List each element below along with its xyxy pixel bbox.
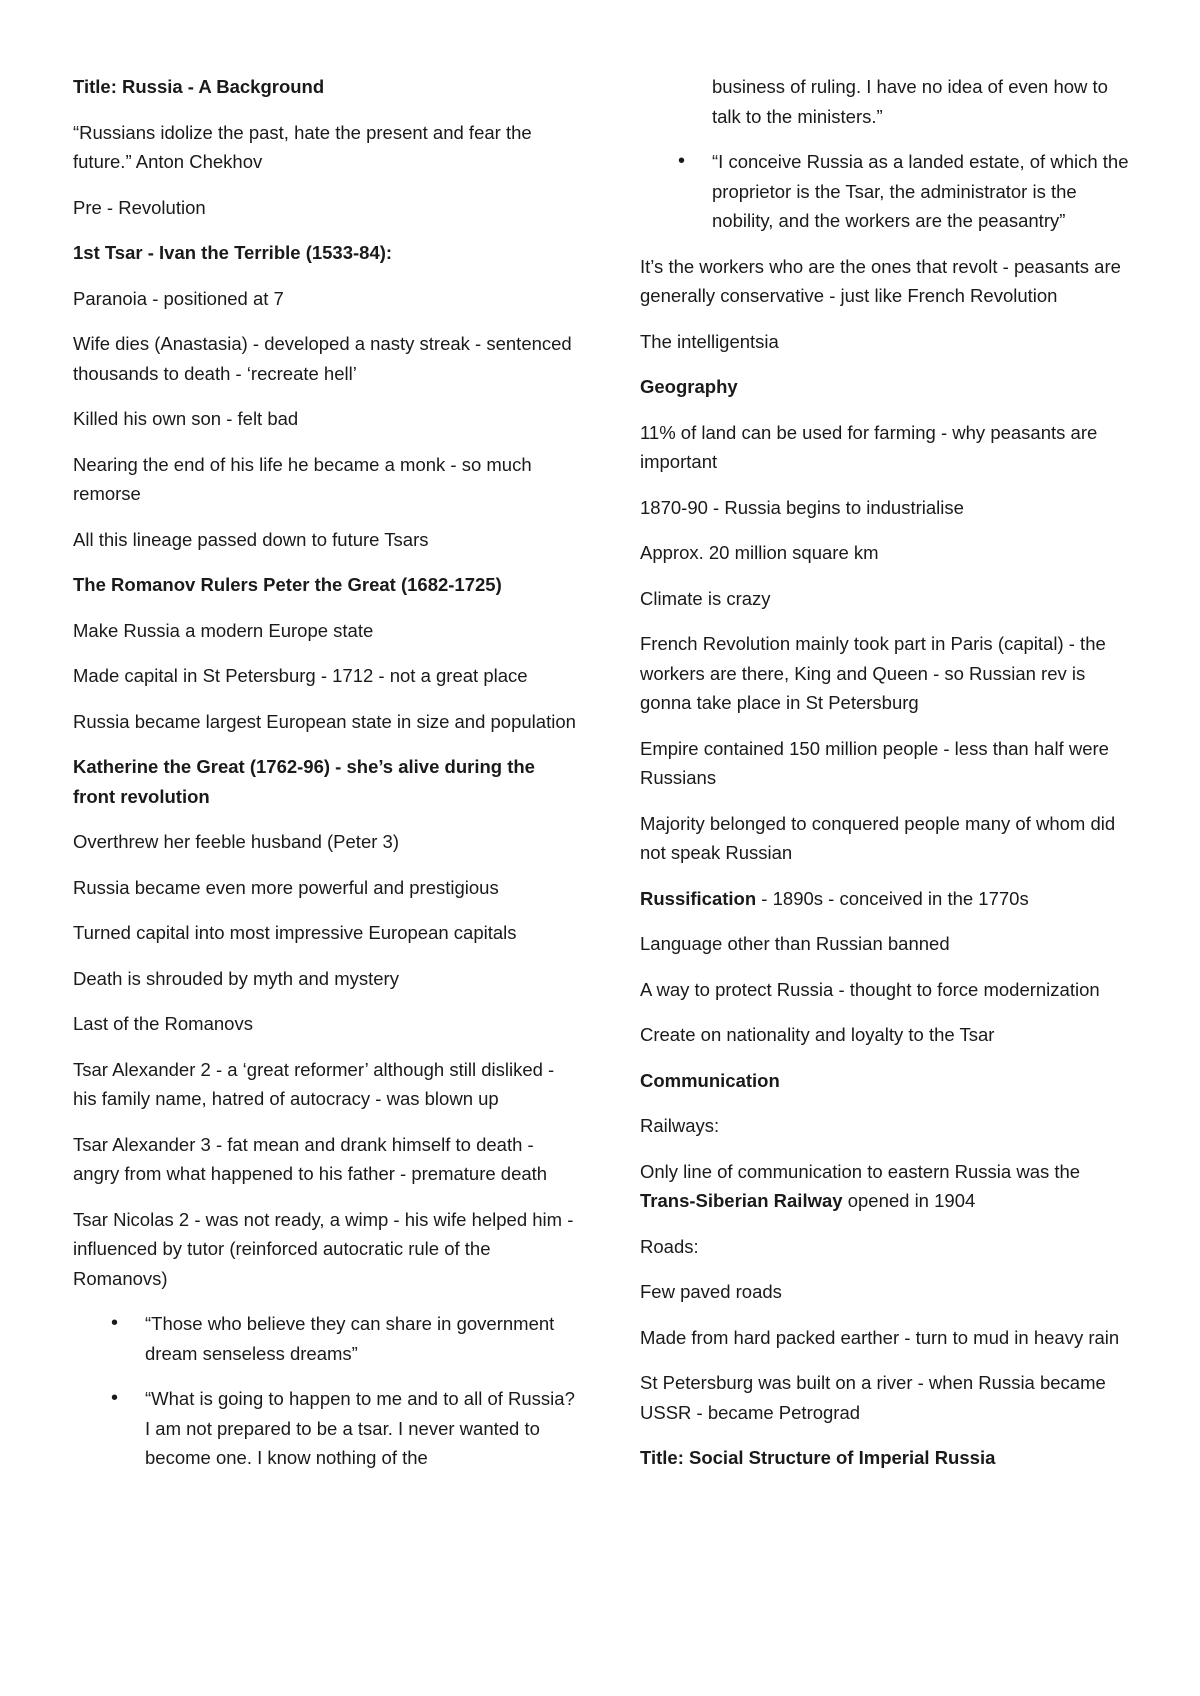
chekhov-quote: “Russians idolize the past, hate the present and fear the future.” Anton Chekhov	[73, 121, 532, 172]
overthrew-note: Overthrew her feeble husband (Peter 3)	[73, 831, 399, 852]
quote-continuation: business of ruling. I have no idea of even how to talk to the ministers.”	[712, 76, 1108, 127]
left-column	[73, 72, 578, 1489]
last-romanovs-label: Last of the Romanovs	[73, 1013, 253, 1034]
nicolas-quotes-list	[73, 1309, 578, 1473]
geography-heading: Geography	[640, 376, 738, 397]
right-column	[640, 72, 1140, 1489]
estate-quote-list	[640, 147, 1140, 236]
majority-note: Majority belonged to conquered people many of whom did not speak Russian	[640, 812, 1116, 863]
hard-packed-note: Made from hard packed earther - turn to mud in heavy rain	[640, 1326, 1120, 1348]
opened-text: opened in 1904	[842, 1190, 976, 1211]
alexander2-note: Tsar Alexander 2 - a ‘great reformer’ although still disliked - his family name, hatred of autocracy - was blown up	[73, 1058, 555, 1109]
workers-revolt-note: It’s the workers who are the ones that revolt - peasants are generally conservative - just like French Revolution	[640, 255, 1121, 306]
land-note: 11% of land can be used for farming - why peasants are important	[640, 421, 1098, 472]
alexander3-note: Tsar Alexander 3 - fat mean and drank himself to death - angry from what happened to his father - premature death	[73, 1133, 548, 1184]
only-line-text: Only line of communication to eastern Russia was the	[640, 1160, 1081, 1182]
russification-detail: - 1890s - conceived in the 1770s	[756, 887, 1029, 909]
lineage-note: All this lineage passed down to future Tsars	[73, 528, 429, 550]
railways-label: Railways:	[640, 1115, 720, 1136]
communication-heading: Communication	[640, 1069, 780, 1091]
industrialise-note: 1870-90 - Russia begins to industrialise	[640, 496, 964, 518]
powerful-note: Russia became even more powerful and prestigious	[73, 876, 499, 898]
pre-revolution-label: Pre - Revolution	[73, 196, 206, 218]
russification-term: Russification	[640, 887, 757, 909]
st-petersburg-note: St Petersburg was built on a river - when Russia became USSR - became Petrograd	[640, 1372, 1106, 1423]
largest-state-note: Russia became largest European state in size and population	[73, 710, 576, 732]
killed-son-note: Killed his own son - felt bad	[73, 408, 299, 429]
turned-capital-note: Turned capital into most impressive European capitals	[73, 922, 517, 943]
french-rev-note: French Revolution mainly took part in Paris (capital) - the workers are there, King and Queen - so Russian rev is gonna take place in St Petersburg	[640, 633, 1106, 713]
modern-state-note: Make Russia a modern Europe state	[73, 619, 374, 641]
empire-note: Empire contained 150 million people - less than half were Russians	[640, 737, 1109, 788]
list-item: • “Those who believe they can share in government dream senseless dreams”	[73, 1309, 578, 1368]
russification-note	[640, 884, 1140, 914]
paranoia-note: Paranoia - positioned at 7	[73, 287, 284, 309]
roads-label: Roads:	[640, 1235, 699, 1257]
social-structure-title: Title: Social Structure of Imperial Russia	[640, 1447, 996, 1468]
capital-note: Made capital in St Petersburg - 1712 - not a great place	[73, 665, 528, 686]
death-myth-note: Death is shrouded by myth and mystery	[73, 967, 399, 989]
ivan-heading: 1st Tsar - Ivan the Terrible (1533-84):	[73, 242, 393, 263]
page-title: Title: Russia - A Background	[73, 76, 325, 97]
language-note: Language other than Russian banned	[640, 933, 950, 954]
list-item: • “I conceive Russia as a landed estate, of which the proprietor is the Tsar, the administrator is the nobility, and the workers are the peasantry”	[640, 147, 1140, 236]
railway-note	[640, 1157, 1140, 1216]
katherine-heading: Katherine the Great (1762-96) - she’s alive during the front revolution	[73, 756, 535, 807]
wife-dies-note: Wife dies (Anastasia) - developed a nasty streak - sentenced thousands to death - ‘recreate hell’	[73, 333, 572, 384]
nicolas2-note: Tsar Nicolas 2 - was not ready, a wimp - his wife helped him - influenced by tutor (reinforced autocratic rule of the Romanovs)	[73, 1208, 574, 1289]
protect-note: A way to protect Russia - thought to force modernization	[640, 978, 1100, 1000]
nationality-note: Create on nationality and loyalty to the Tsar	[640, 1024, 995, 1045]
monk-note: Nearing the end of his life he became a monk - so much remorse	[73, 453, 532, 504]
trans-siberian-term: Trans-Siberian Railway	[640, 1190, 843, 1211]
area-note: Approx. 20 million square km	[640, 542, 879, 563]
list-item: • “What is going to happen to me and to all of Russia? I am not prepared to be a tsar. I never wanted to become one. I know nothing of the	[73, 1384, 578, 1473]
intelligentsia-label: The intelligentsia	[640, 330, 779, 352]
few-paved-note: Few paved roads	[640, 1281, 782, 1302]
romanov-heading: The Romanov Rulers Peter the Great (1682-1725)	[73, 574, 502, 595]
climate-note: Climate is crazy	[640, 587, 771, 609]
